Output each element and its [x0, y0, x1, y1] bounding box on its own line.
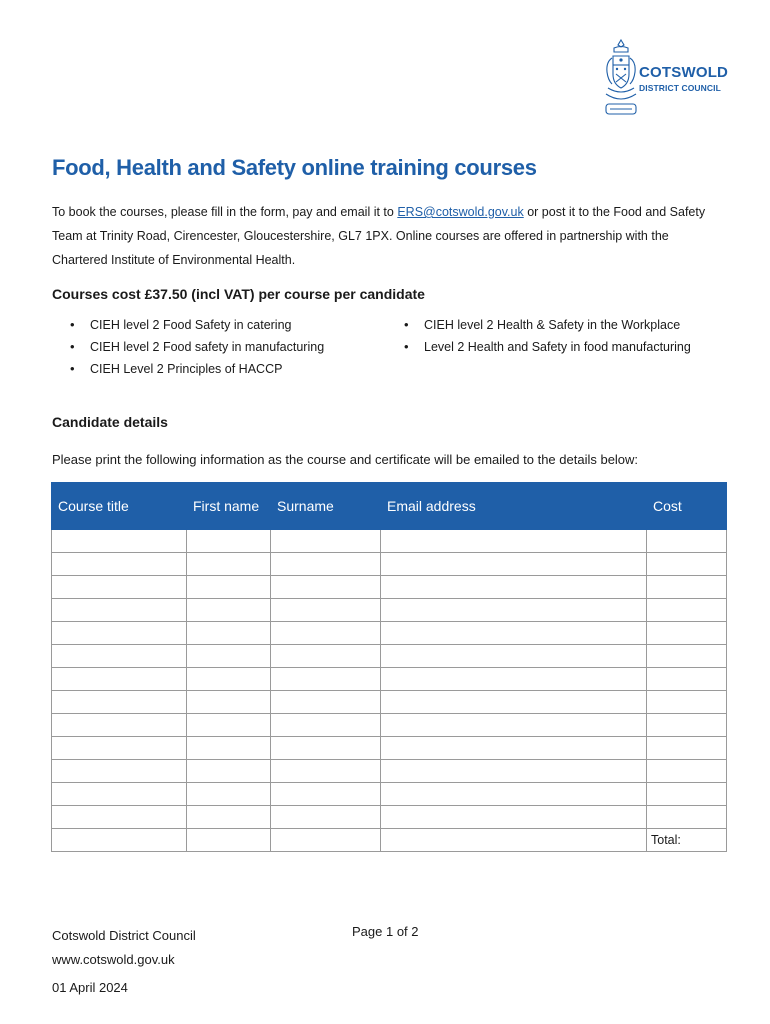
surname-cell[interactable]	[271, 806, 381, 829]
candidate-details-heading: Candidate details	[52, 414, 168, 430]
course-title-cell[interactable]	[52, 714, 187, 737]
cost-cell[interactable]	[647, 714, 727, 737]
course-title-cell[interactable]	[52, 530, 187, 553]
column-header-email: Email address	[381, 483, 647, 530]
surname-cell[interactable]	[271, 599, 381, 622]
footer-contact	[52, 924, 196, 972]
course-title-cell[interactable]	[52, 553, 187, 576]
email-cell[interactable]	[381, 806, 647, 829]
footer-website: www.cotswold.gov.uk	[52, 952, 175, 967]
list-item: • CIEH level 2 Food safety in manufacturing	[70, 336, 324, 358]
column-header-surname: Surname	[271, 483, 381, 530]
first-name-cell[interactable]	[187, 645, 271, 668]
email-cell[interactable]	[381, 760, 647, 783]
surname-cell[interactable]	[271, 576, 381, 599]
email-cell[interactable]	[381, 553, 647, 576]
surname-cell[interactable]	[271, 783, 381, 806]
page-number: Page 1 of 2	[352, 924, 419, 939]
course-title-cell[interactable]	[52, 576, 187, 599]
council-crest-icon	[602, 38, 640, 126]
cost-cell[interactable]	[647, 576, 727, 599]
course-title-cell[interactable]	[52, 760, 187, 783]
table-row	[52, 530, 727, 553]
first-name-cell[interactable]	[187, 691, 271, 714]
first-name-cell[interactable]	[187, 829, 271, 852]
first-name-cell[interactable]	[187, 599, 271, 622]
cost-cell[interactable]	[647, 668, 727, 691]
surname-cell[interactable]	[271, 760, 381, 783]
list-item: • CIEH level 2 Health & Safety in the Workplace	[404, 314, 691, 336]
surname-cell[interactable]	[271, 622, 381, 645]
cost-cell[interactable]	[647, 599, 727, 622]
cost-cell[interactable]	[647, 530, 727, 553]
surname-cell[interactable]	[271, 668, 381, 691]
first-name-cell[interactable]	[187, 806, 271, 829]
table-row	[52, 760, 727, 783]
email-cell[interactable]	[381, 714, 647, 737]
total-label: Total:	[647, 829, 727, 852]
surname-cell[interactable]	[271, 645, 381, 668]
footer-organisation: Cotswold District Council	[52, 928, 196, 943]
council-name-secondary: DISTRICT COUNCIL	[639, 83, 721, 93]
cost-cell[interactable]	[647, 691, 727, 714]
surname-cell[interactable]	[271, 714, 381, 737]
email-link[interactable]: ERS@cotswold.gov.uk	[397, 205, 524, 219]
table-row	[52, 806, 727, 829]
email-cell[interactable]	[381, 576, 647, 599]
table-row	[52, 737, 727, 760]
first-name-cell[interactable]	[187, 668, 271, 691]
table-row	[52, 645, 727, 668]
course-title-cell[interactable]	[52, 599, 187, 622]
course-title-cell[interactable]	[52, 645, 187, 668]
first-name-cell[interactable]	[187, 622, 271, 645]
candidate-instructions: Please print the following information as the course and certificate will be emailed to the details below:	[52, 452, 639, 467]
email-cell[interactable]	[381, 645, 647, 668]
first-name-cell[interactable]	[187, 576, 271, 599]
course-title-cell[interactable]	[52, 622, 187, 645]
surname-cell[interactable]	[271, 553, 381, 576]
table-row	[52, 783, 727, 806]
surname-cell[interactable]	[271, 829, 381, 852]
surname-cell[interactable]	[271, 530, 381, 553]
course-title-cell[interactable]	[52, 668, 187, 691]
table-row	[52, 576, 727, 599]
cost-cell[interactable]	[647, 737, 727, 760]
course-title-cell[interactable]	[52, 691, 187, 714]
cost-cell[interactable]	[647, 760, 727, 783]
table-row	[52, 622, 727, 645]
council-name-primary: COTSWOLD	[639, 64, 729, 81]
email-cell[interactable]	[381, 622, 647, 645]
email-cell[interactable]	[381, 829, 647, 852]
first-name-cell[interactable]	[187, 553, 271, 576]
table-row	[52, 553, 727, 576]
candidate-table-body	[52, 530, 727, 852]
email-cell[interactable]	[381, 599, 647, 622]
intro-text-start: To book the courses, please fill in the form, pay and email it to	[52, 205, 398, 219]
surname-cell[interactable]	[271, 691, 381, 714]
column-header-course-title: Course title	[52, 483, 187, 530]
course-title-cell[interactable]	[52, 737, 187, 760]
footer-date: 01 April 2024	[52, 980, 128, 995]
course-list-left	[70, 314, 324, 380]
table-header-row	[52, 483, 727, 530]
intro-text-end: or post it to the Food and Safety Team at Trinity Road, Cirencester, Gloucestershire, GL7 1PX. Online courses are offered in partnership with the Chartered Institute of Environmental Health.	[52, 205, 706, 267]
first-name-cell[interactable]	[187, 783, 271, 806]
first-name-cell[interactable]	[187, 760, 271, 783]
email-cell[interactable]	[381, 737, 647, 760]
cost-cell[interactable]	[647, 622, 727, 645]
page-title: Food, Health and Safety online training courses	[52, 155, 537, 180]
email-cell[interactable]	[381, 668, 647, 691]
email-cell[interactable]	[381, 783, 647, 806]
table-row	[52, 714, 727, 737]
candidate-table	[51, 482, 727, 852]
council-logo	[602, 38, 729, 128]
course-title-cell[interactable]	[52, 783, 187, 806]
table-row	[52, 691, 727, 714]
course-list-right	[404, 314, 691, 358]
list-item: • Level 2 Health and Safety in food manufacturing	[404, 336, 691, 358]
table-row	[52, 829, 727, 852]
intro-paragraph	[52, 200, 712, 272]
first-name-cell[interactable]	[187, 530, 271, 553]
cost-cell[interactable]	[647, 806, 727, 829]
surname-cell[interactable]	[271, 737, 381, 760]
first-name-cell[interactable]	[187, 737, 271, 760]
first-name-cell[interactable]	[187, 714, 271, 737]
cost-cell[interactable]	[647, 783, 727, 806]
course-title-cell[interactable]	[52, 829, 187, 852]
email-cell[interactable]	[381, 691, 647, 714]
column-header-cost: Cost	[647, 483, 727, 530]
table-row	[52, 668, 727, 691]
course-cost-heading: Courses cost £37.50 (incl VAT) per course per candidate	[52, 286, 425, 302]
cost-cell[interactable]	[647, 645, 727, 668]
list-item: • CIEH level 2 Food Safety in catering	[70, 314, 324, 336]
email-cell[interactable]	[381, 530, 647, 553]
column-header-first-name: First name	[187, 483, 271, 530]
list-item: • CIEH Level 2 Principles of HACCP	[70, 358, 324, 380]
cost-cell[interactable]	[647, 553, 727, 576]
table-row	[52, 599, 727, 622]
course-title-cell[interactable]	[52, 806, 187, 829]
